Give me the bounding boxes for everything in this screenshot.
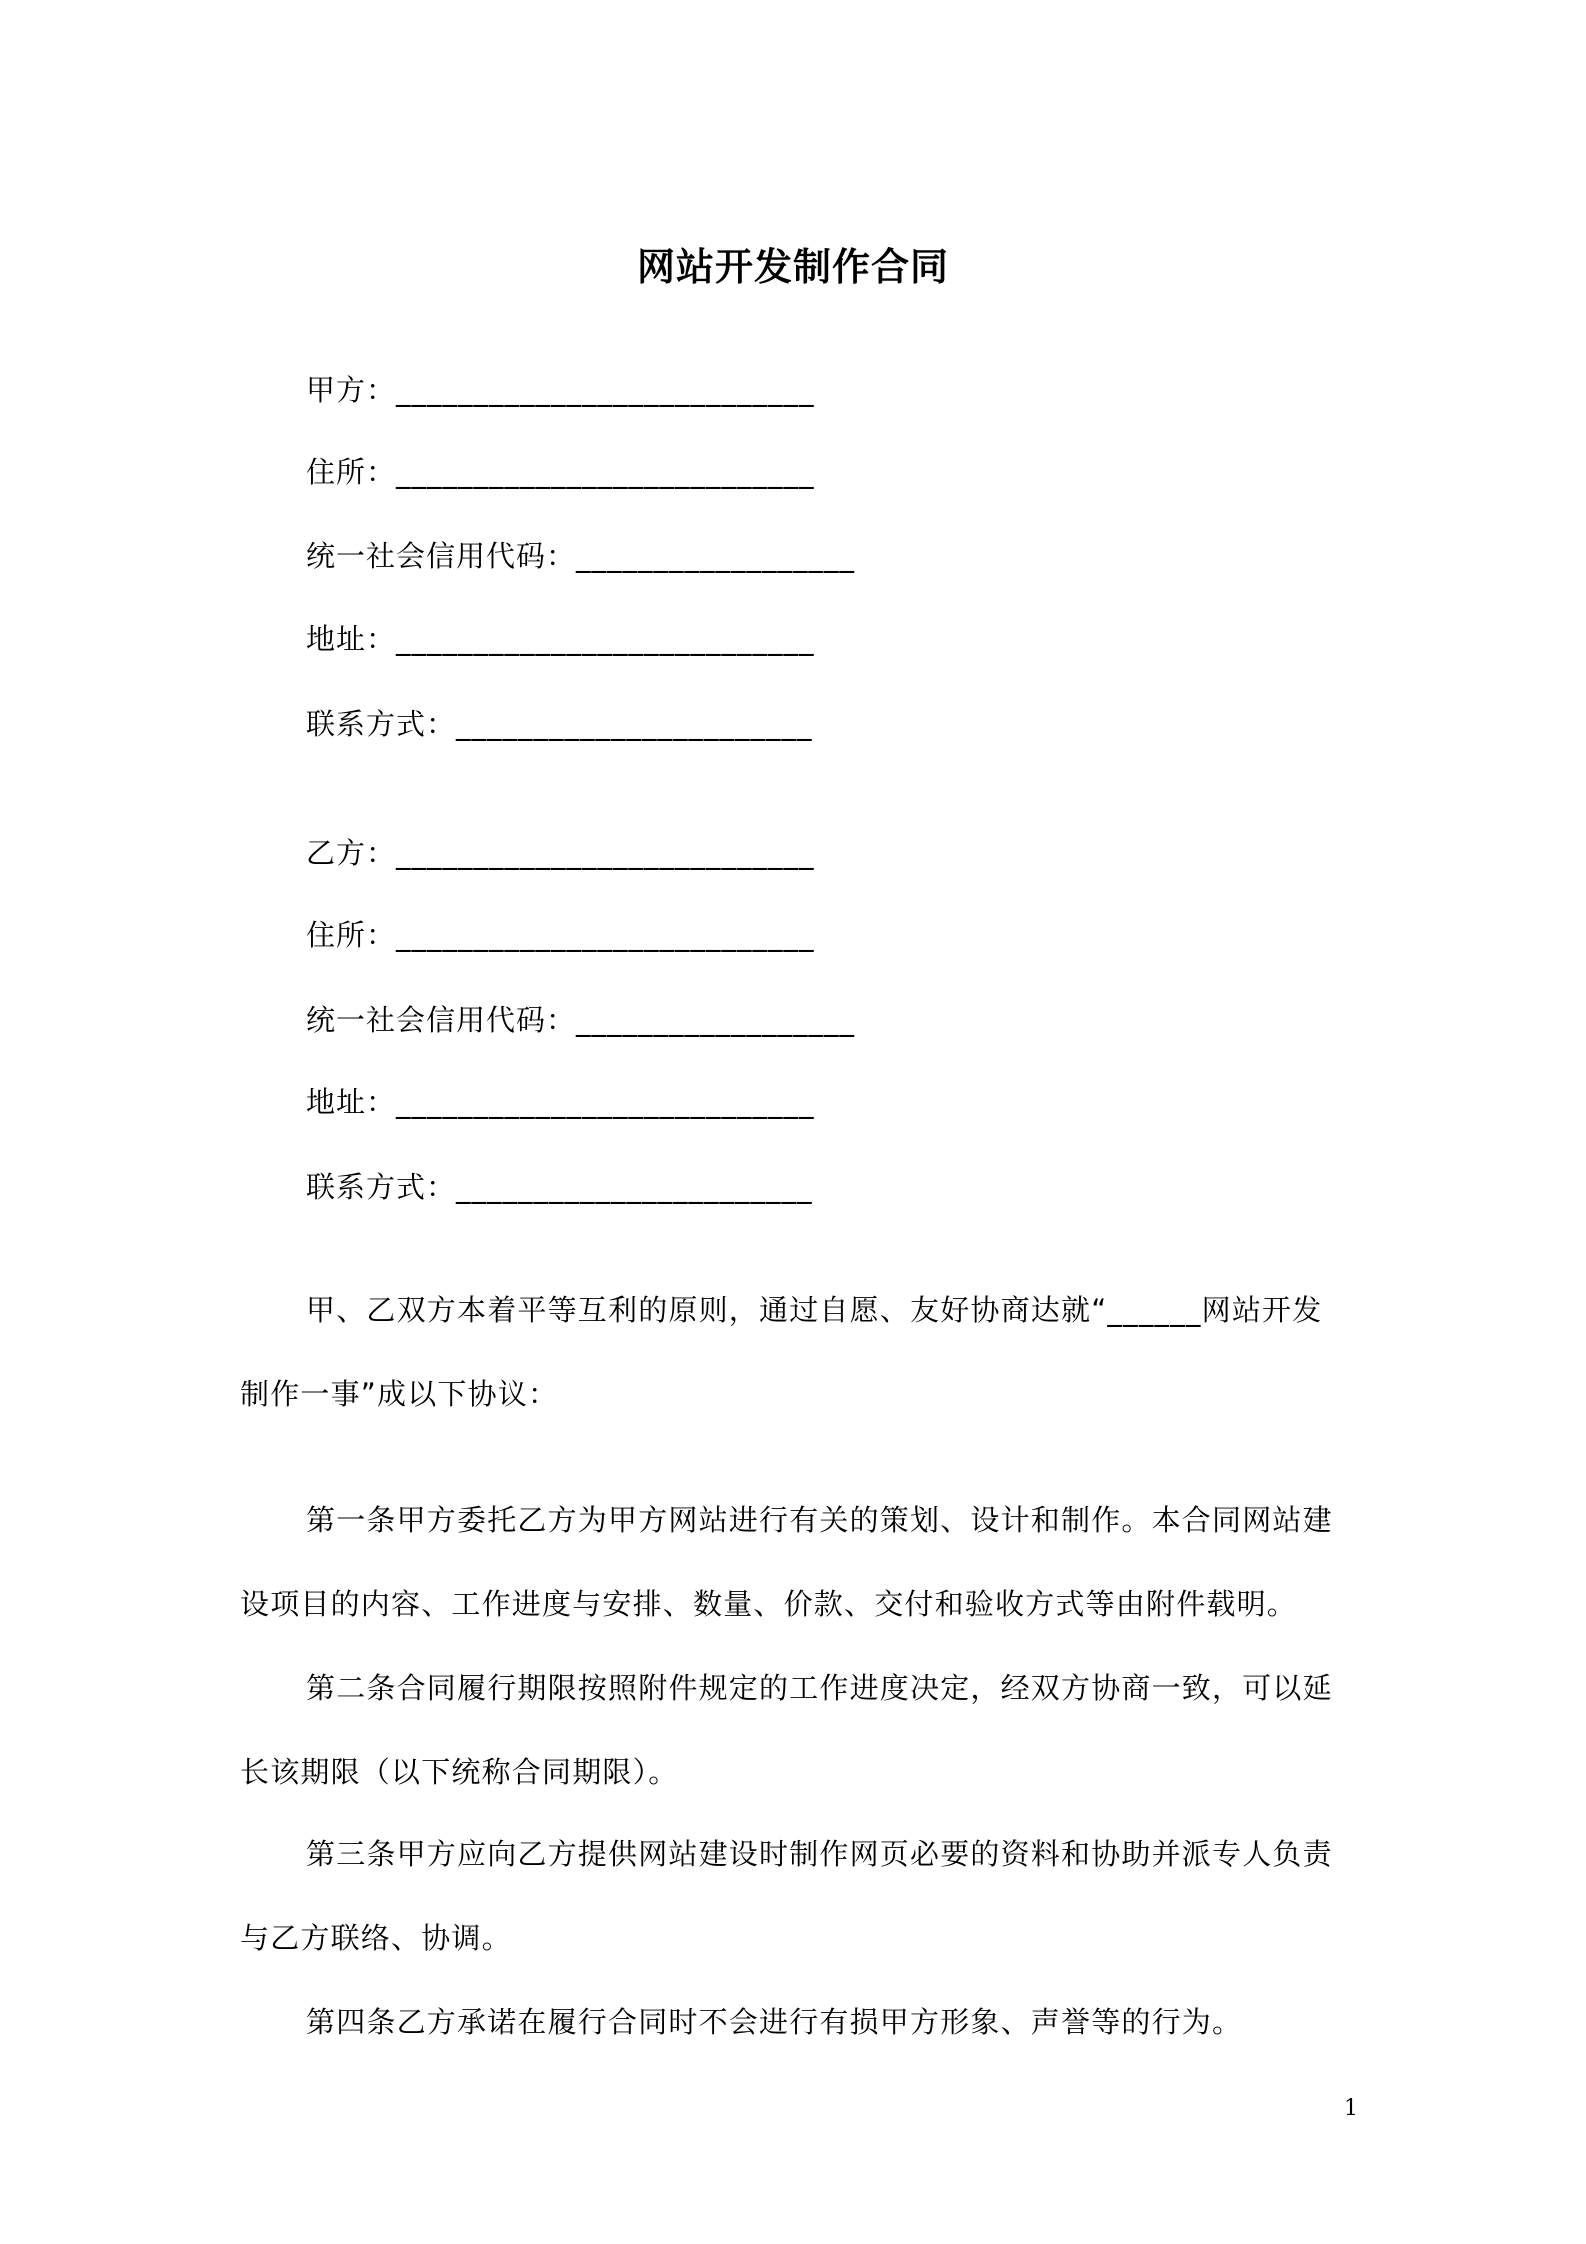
preamble-text: 甲、乙双方本着平等互利的原则，通过自愿、友好协商达就“______网站开发制作一事”成以下协议：: [240, 1293, 1323, 1411]
article-3-paragraph: [240, 1812, 1352, 1980]
article-1-text: 第一条甲方委托乙方为甲方网站进行有关的策划、设计和制作。本合同网站建设项目的内容、工作进度与安排、数量、价款、交付和验收方式等由附件载明。: [240, 1503, 1333, 1621]
party-b-address-field: 地址：___________________________: [306, 1085, 815, 1119]
party-a-name-field: 甲方：___________________________: [306, 373, 815, 407]
article-4-paragraph: [240, 1980, 1352, 2064]
party-b-residence-field: 住所：___________________________: [306, 918, 815, 952]
article-1-paragraph: [240, 1478, 1352, 1646]
party-a-residence-field: 住所：___________________________: [306, 455, 815, 489]
party-b-name-field: 乙方：___________________________: [306, 836, 815, 870]
document-title: 网站开发制作合同: [636, 245, 949, 289]
article-4-text: 第四条乙方承诺在履行合同时不会进行有损甲方形象、声誉等的行为。: [306, 2005, 1243, 2039]
party-b-credit-code-field: 统一社会信用代码：__________________: [306, 1003, 856, 1037]
article-2-text: 第二条合同履行期限按照附件规定的工作进度决定，经双方协商一致，可以延长该期限（以下统称合同期限）。: [240, 1671, 1333, 1789]
page-number: 1: [1344, 2096, 1358, 2121]
party-a-credit-code-field: 统一社会信用代码：__________________: [306, 539, 856, 573]
article-2-paragraph: [240, 1646, 1352, 1814]
party-a-address-field: 地址：___________________________: [306, 622, 815, 656]
party-a-contact-field: 联系方式：_______________________: [306, 707, 813, 741]
preamble-paragraph: [240, 1268, 1352, 1436]
party-b-contact-field: 联系方式：_______________________: [306, 1170, 813, 1204]
article-3-text: 第三条甲方应向乙方提供网站建设时制作网页必要的资料和协助并派专人负责与乙方联络、协调。: [240, 1837, 1333, 1955]
